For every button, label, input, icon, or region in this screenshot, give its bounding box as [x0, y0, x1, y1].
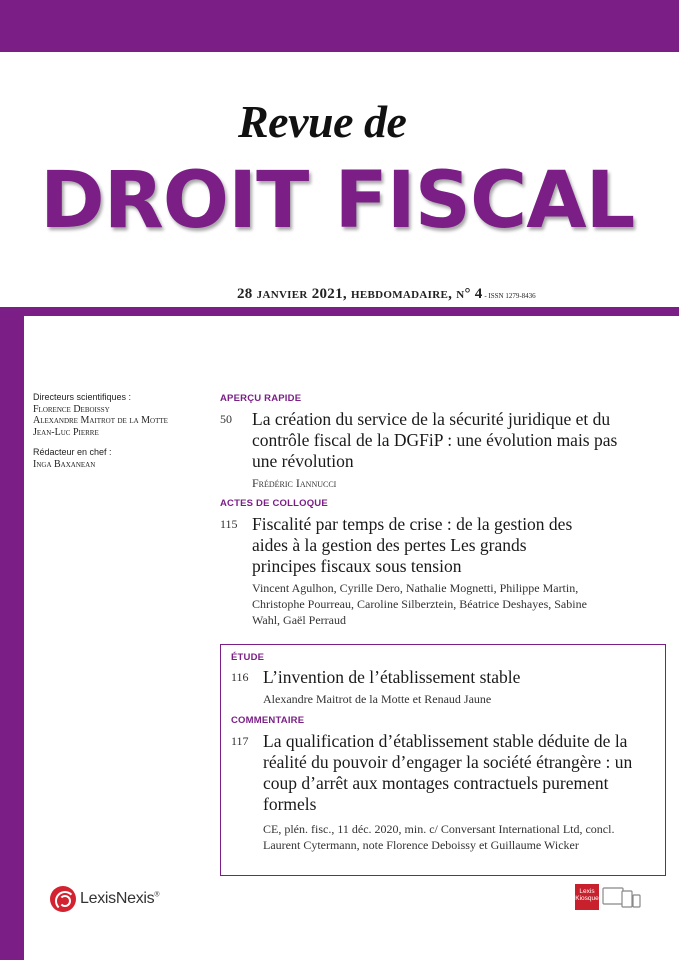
article-entry-115[interactable] — [220, 514, 640, 628]
article-headline: La création du service de la sécurité juridique et du contrôle fiscal de la DGFiP : une évolution mais pas une révolution — [252, 409, 618, 471]
issue-info — [237, 286, 536, 303]
devices-icon — [602, 886, 642, 910]
director-name: Florence Deboissy — [33, 403, 110, 415]
top-color-bar — [0, 0, 679, 52]
publisher-name: LexisNexis® — [80, 890, 160, 907]
article-number: 116 — [231, 670, 249, 684]
article-number: 117 — [231, 734, 249, 748]
editor-name: Inga Baxanean — [33, 458, 96, 470]
director-name: Jean-Luc Pierre — [33, 426, 99, 438]
kiosque-badge: Lexis Kiosque — [575, 884, 599, 910]
article-entry-116[interactable] — [231, 667, 651, 707]
article-number: 115 — [220, 517, 238, 531]
lexisnexis-logo-icon — [50, 886, 76, 912]
section-label-etude: ÉTUDE — [231, 652, 265, 663]
divider-color-bar — [0, 307, 679, 316]
article-entry-50[interactable] — [220, 409, 640, 491]
article-authors: Vincent Agulhon, Cyrille Dero, Nathalie Mognetti, Philippe Martin, Christophe Pourreau, Caroline Silberztein, Béatrice Deshayes, Sabine Wahl, Gaël Perraud — [252, 581, 587, 627]
publisher-logo — [50, 886, 159, 912]
article-number: 50 — [220, 412, 232, 426]
side-color-bar — [0, 316, 24, 960]
article-entry-117[interactable] — [231, 731, 651, 853]
section-label-commentaire: COMMENTAIRE — [231, 715, 305, 726]
article-author: Frédéric Iannucci — [252, 476, 337, 490]
director-name: Alexandre Maitrot de la Motte — [33, 415, 168, 426]
masthead-title-line2: DROIT FISCAL — [40, 156, 635, 246]
article-authors: Alexandre Maitrot de la Motte et Renaud Jaune — [263, 692, 492, 706]
editor-label: Rédacteur en chef : — [33, 447, 112, 457]
staff-column — [33, 392, 218, 470]
article-headline: Fiscalité par temps de crise : de la gestion des aides à la gestion des pertes Les grands principes fiscaux sous tension — [252, 514, 573, 576]
article-headline: La qualification d’établissement stable déduite de la réalité du pouvoir d’engager la société étrangère : un coup d’arrêt aux montages contractuels purement formels — [263, 731, 633, 814]
issn: - ISSN 1279-8436 — [482, 292, 536, 300]
section-label-apercu: APERÇU RAPIDE — [220, 393, 302, 404]
section-label-colloque: ACTES DE COLLOQUE — [220, 498, 328, 509]
article-reference: CE, plén. fisc., 11 déc. 2020, min. c/ Conversant International Ltd, concl. Laurent Cytermann, note Florence Deboissy et Guillaume Wicker — [263, 822, 615, 852]
directors-label: Directeurs scientifiques : — [33, 392, 132, 402]
article-headline: L’invention de l’établissement stable — [263, 667, 521, 687]
masthead-title-line1: Revue de — [238, 96, 407, 147]
issue-date: 28 janvier 2021, hebdomadaire, n° 4 — [237, 286, 483, 302]
